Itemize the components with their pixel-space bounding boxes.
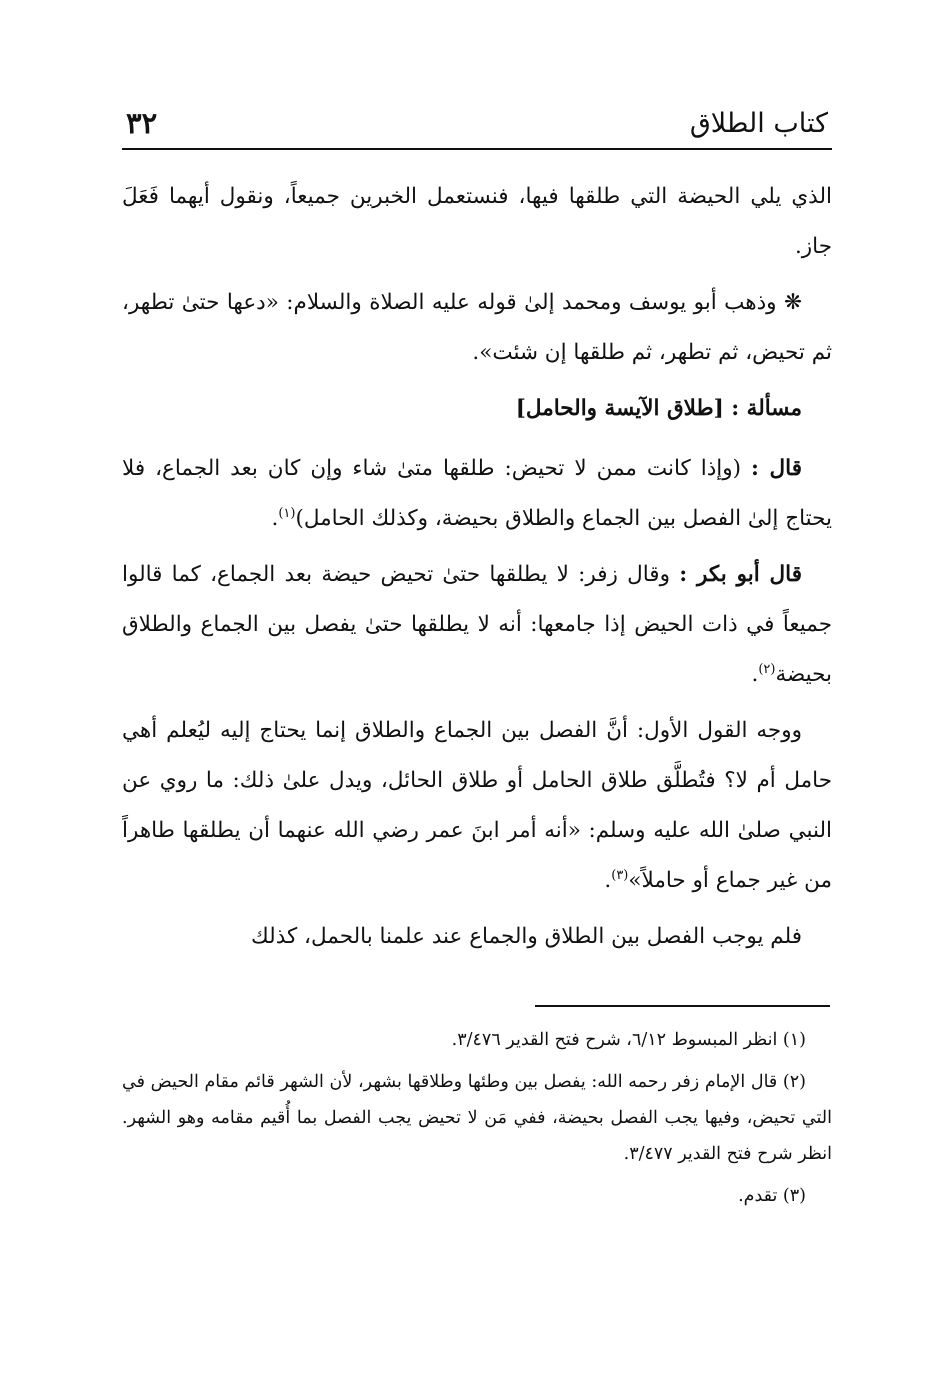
paragraph-abu-yusuf: ❋ وذهب أبو يوسف ومحمد إلىٰ قوله عليه الصلاة والسلام: «دعها حتىٰ تطهر، ثم تحيض، ثم تطهر، ثم طلقها إن شئت».: [122, 290, 832, 365]
footnote-ref-3: (٣): [611, 867, 629, 883]
issue-heading: [122, 384, 832, 434]
main-text: [122, 172, 832, 968]
paragraph-abu-bakr: قال أبو بكر : وقال زفر: لا يطلقها حتىٰ تحيض حيضة بعد الجماع، كما قالوا جميعاً في ذات الحيض إذا جامعها: أنه لا يطلقها حتىٰ يفصل بين الجماع والطلاق بحيضة$^{(٢)}$.: [122, 562, 832, 687]
footnote-1: (١) انظر المبسوط ٦/١٢، شرح فتح القدير ٣/٤٧٦.: [451, 1030, 806, 1050]
footnote-ref-1: (١): [278, 505, 296, 521]
issue-label: مسألة :: [731, 396, 802, 421]
page-header: [122, 104, 832, 150]
paragraph-first-view: ووجه القول الأول: أنَّ الفصل بين الجماع والطلاق إنما يحتاج إليه ليُعلم أهي حامل أم لا؟ فتُطلَّق طلاق الحامل أو طلاق الحائل، ويدل علىٰ ذلك: ما روي عن النبي صلىٰ الله عليه وسلم: «أنه أمر ابنَ عمر رضي الله عنهما أن يطلقها طاهراً من غير جماع أو حاملاً»$^{(٣)}$.: [122, 718, 832, 893]
paragraph-continuation: الذي يلي الحيضة التي طلقها فيها، فنستعمل الخبرين جميعاً، ونقول أيهما فَعَلَ جاز.: [122, 184, 832, 259]
footnote-3: (٣) تقدم.: [738, 1186, 806, 1206]
running-title: كتاب الطلاق: [689, 108, 828, 139]
paragraph-conclusion: فلم يوجب الفصل بين الطلاق والجماع عند علمنا بالحمل، كذلك: [251, 924, 802, 949]
speaker-label: قال :: [751, 456, 802, 481]
paragraph-text: وقال زفر: لا يطلقها حتىٰ تحيض حيضة بعد الجماع، كما قالوا جميعاً في ذات الحيض إذا جامعها: أنه لا يطلقها حتىٰ يفصل بين الجماع والطلاق بحيضة: [122, 562, 832, 687]
issue-title: [طلاق الآيسة والحامل]: [515, 396, 724, 421]
footnote-divider: [535, 1005, 830, 1007]
footnote-ref-2: (٢): [758, 661, 776, 677]
speaker-label: قال أبو بكر :: [679, 562, 802, 587]
footnotes: [122, 1022, 832, 1220]
paragraph-text: ووجه القول الأول: أنَّ الفصل بين الجماع والطلاق إنما يحتاج إليه ليُعلم أهي حامل أم لا؟ فتُطلَّق طلاق الحامل أو طلاق الحائل، ويدل علىٰ ذلك: ما روي عن النبي صلىٰ الله عليه وسلم: «أنه أمر ابنَ عمر رضي الله عنهما أن يطلقها طاهراً من غير جماع أو حاملاً»: [122, 718, 832, 893]
paragraph-qala: قال : (وإذا كانت ممن لا تحيض: طلقها متىٰ شاء وإن كان بعد الجماع، فلا يحتاج إلىٰ الفصل بين الجماع والطلاق بحيضة، وكذلك الحامل)$^{(١)}$.: [122, 456, 832, 531]
page-number: ٣٢: [126, 106, 158, 140]
footnote-2: (٢) قال الإمام زفر رحمه الله: يفصل بين وطئها وطلاقها بشهر، لأن الشهر قائم مقام الحيض في التي تحيض، وفيها يجب الفصل بحيضة، ففي مَن لا تحيض يجب الفصل بما أُقيم مقامه وهو الشهر. انظر شرح فتح القدير ٣/٤٧٧.: [122, 1072, 832, 1164]
paragraph-text: (وإذا كانت ممن لا تحيض: طلقها متىٰ شاء وإن كان بعد الجماع، فلا يحتاج إلىٰ الفصل بين الجماع والطلاق بحيضة، وكذلك الحامل): [122, 456, 832, 531]
